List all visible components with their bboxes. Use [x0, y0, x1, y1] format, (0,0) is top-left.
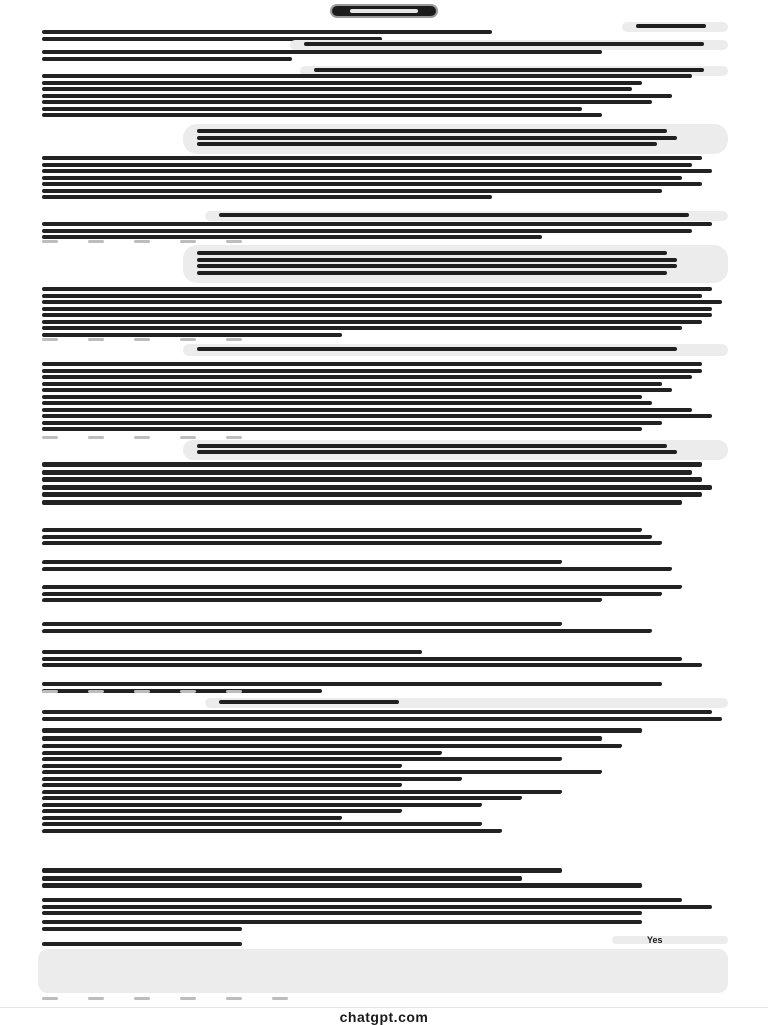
text-line	[42, 751, 443, 755]
text-line	[304, 42, 704, 46]
text-line	[42, 663, 702, 667]
text-line	[42, 382, 662, 386]
text-line	[42, 408, 692, 412]
message-action-icon[interactable]	[226, 240, 242, 243]
message-action-icon[interactable]	[42, 690, 58, 693]
text-line	[42, 113, 602, 117]
text-line	[42, 927, 242, 931]
text-line	[42, 176, 682, 180]
text-line	[42, 898, 682, 902]
text-line	[42, 567, 673, 571]
text-line	[42, 717, 722, 721]
assistant-message-text	[42, 560, 672, 573]
text-line	[42, 235, 542, 239]
text-line	[42, 307, 712, 311]
text-line	[42, 905, 712, 909]
text-line	[42, 535, 653, 539]
text-line	[219, 700, 399, 704]
text-line	[197, 136, 677, 140]
text-line	[42, 189, 662, 193]
text-line	[42, 294, 702, 298]
message-actions	[42, 240, 242, 243]
text-line	[197, 347, 677, 351]
text-line	[42, 777, 463, 781]
text-line	[42, 541, 663, 545]
assistant-message-text	[42, 728, 642, 743]
assistant-message-text	[42, 50, 602, 63]
message-action-icon[interactable]	[134, 240, 150, 243]
assistant-message-text	[42, 868, 642, 891]
text-line	[197, 264, 677, 268]
message-actions	[42, 338, 242, 341]
text-line	[42, 492, 702, 497]
text-line	[42, 560, 563, 564]
text-line	[42, 485, 712, 490]
text-line	[42, 796, 523, 800]
text-line	[636, 24, 706, 28]
text-line	[42, 783, 403, 787]
assistant-message-text	[42, 650, 702, 670]
message-action-icon[interactable]	[180, 240, 196, 243]
user-message-text: Yes	[647, 935, 663, 945]
message-action-icon[interactable]	[226, 338, 242, 341]
text-line	[219, 213, 689, 217]
text-line	[42, 790, 563, 794]
text-line	[42, 427, 642, 431]
message-action-icon[interactable]	[88, 997, 104, 1000]
assistant-message-text	[42, 710, 722, 723]
assistant-message-text	[42, 222, 712, 242]
message-action-icon[interactable]	[134, 436, 150, 439]
message-action-icon[interactable]	[180, 338, 196, 341]
text-line	[42, 803, 483, 807]
message-action-icon[interactable]	[42, 240, 58, 243]
assistant-message-text	[42, 942, 242, 949]
text-line	[314, 68, 704, 72]
text-line	[42, 911, 642, 915]
text-line	[42, 816, 343, 820]
text-line	[42, 770, 603, 774]
text-line	[42, 30, 492, 34]
user-message-bubble	[183, 124, 728, 154]
text-line	[42, 470, 692, 475]
text-line	[42, 300, 722, 304]
message-action-icon[interactable]	[42, 338, 58, 341]
text-line	[42, 94, 672, 98]
text-line	[42, 868, 562, 873]
text-line	[42, 764, 403, 768]
assistant-message-text	[42, 74, 692, 120]
text-line	[42, 107, 582, 111]
text-line	[42, 326, 682, 330]
text-line	[42, 829, 503, 833]
text-line	[42, 388, 672, 392]
text-line	[42, 920, 642, 924]
text-line	[42, 222, 712, 226]
text-line	[197, 129, 667, 133]
address-bar-domain[interactable]: chatgpt.com	[339, 1009, 429, 1025]
text-line	[42, 757, 563, 761]
text-line	[42, 313, 712, 317]
top-status-pill	[330, 4, 438, 18]
message-action-icon[interactable]	[88, 690, 104, 693]
message-action-icon[interactable]	[88, 338, 104, 341]
text-line	[42, 421, 662, 425]
text-line	[42, 50, 602, 54]
assistant-message-text	[42, 462, 712, 507]
message-action-icon[interactable]	[226, 997, 242, 1000]
message-action-icon[interactable]	[134, 338, 150, 341]
user-message-bubble	[622, 22, 728, 32]
text-line	[42, 333, 342, 337]
text-line	[42, 822, 483, 826]
text-line	[42, 650, 422, 654]
text-line	[197, 251, 667, 255]
assistant-message-text	[42, 287, 722, 339]
assistant-message-text	[42, 920, 642, 933]
text-line	[42, 876, 522, 881]
text-line	[42, 229, 692, 233]
assistant-message-text	[42, 622, 652, 635]
text-line	[42, 728, 642, 733]
message-action-icon[interactable]	[180, 997, 196, 1000]
text-line	[42, 320, 702, 324]
text-line	[42, 744, 623, 748]
text-line	[42, 375, 692, 379]
text-line	[42, 736, 602, 741]
user-message-bubble	[183, 245, 728, 283]
assistant-message-text	[42, 585, 682, 605]
text-line	[42, 100, 652, 104]
text-line	[42, 369, 702, 373]
user-message-bubble	[205, 698, 728, 708]
text-line	[42, 809, 403, 813]
text-line	[42, 87, 632, 91]
message-action-icon[interactable]	[272, 997, 288, 1000]
text-line	[42, 81, 642, 85]
text-line	[42, 500, 682, 505]
text-line	[42, 362, 702, 366]
text-line	[42, 942, 242, 946]
text-line	[197, 450, 677, 454]
assistant-message-text	[42, 744, 622, 835]
user-message-bubble	[205, 211, 728, 221]
message-actions	[42, 436, 242, 439]
text-line	[42, 592, 663, 596]
text-line	[42, 156, 702, 160]
text-line	[197, 444, 667, 448]
text-line	[42, 74, 692, 78]
assistant-message-text	[42, 682, 662, 695]
footer-divider	[0, 1007, 768, 1008]
assistant-message-text	[42, 898, 712, 918]
text-line	[197, 258, 677, 262]
text-line	[42, 710, 712, 714]
message-action-icon[interactable]	[226, 436, 242, 439]
text-line	[42, 169, 712, 173]
text-line	[42, 182, 702, 186]
text-line	[42, 622, 563, 626]
text-line	[42, 598, 603, 602]
message-actions	[42, 997, 288, 1000]
text-line	[42, 629, 653, 633]
message-action-icon[interactable]	[180, 690, 196, 693]
assistant-message-text	[42, 156, 712, 202]
message-composer[interactable]	[38, 949, 728, 993]
message-action-icon[interactable]	[134, 997, 150, 1000]
message-action-icon[interactable]	[180, 436, 196, 439]
message-action-icon[interactable]	[226, 690, 242, 693]
text-line	[42, 462, 702, 467]
user-message-bubble	[183, 344, 728, 356]
user-message-bubble	[183, 440, 728, 460]
text-line	[42, 401, 652, 405]
message-action-icon[interactable]	[88, 436, 104, 439]
assistant-message-text	[42, 528, 662, 548]
message-action-icon[interactable]	[42, 436, 58, 439]
text-line	[42, 163, 692, 167]
text-line	[42, 682, 662, 686]
text-line	[42, 585, 683, 589]
text-line	[42, 57, 292, 61]
text-line	[42, 395, 642, 399]
message-action-icon[interactable]	[42, 997, 58, 1000]
text-line	[42, 657, 682, 661]
text-line	[42, 195, 492, 199]
text-line	[42, 477, 702, 482]
text-line	[42, 528, 643, 532]
text-line	[42, 414, 712, 418]
text-line	[197, 142, 657, 146]
text-line	[42, 883, 642, 888]
user-message-bubble	[290, 40, 728, 50]
text-line	[42, 287, 712, 291]
user-message-bubble	[612, 936, 728, 944]
message-action-icon[interactable]	[88, 240, 104, 243]
message-actions	[42, 690, 242, 693]
message-action-icon[interactable]	[134, 690, 150, 693]
text-line	[197, 271, 667, 275]
assistant-message-text	[42, 362, 712, 434]
